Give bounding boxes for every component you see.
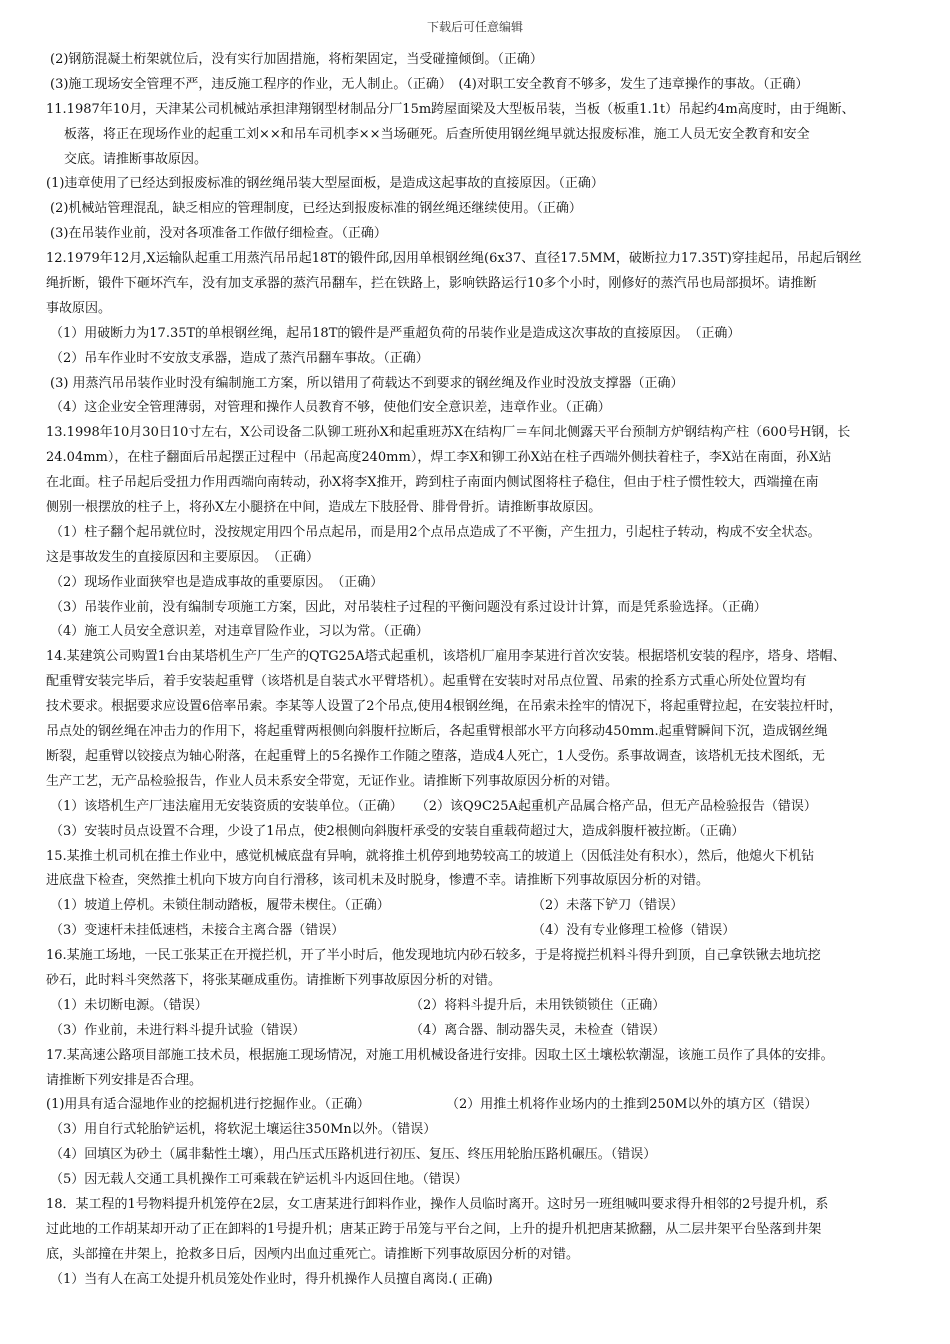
option: （3）作业前，未进行料斗提升试验（错误） — [50, 1022, 306, 1038]
text-line: 这是事故发生的直接原因和主要原因。 （正确） — [46, 549, 320, 565]
text-line: （4）这企业安全管理薄弱，对管理和操作人员教育不够，使他们安全意识差，违章作业。（正确） — [50, 400, 611, 416]
text-line: （4）施工人员安全意识差，对违章冒险作业，习以为常。（正确） — [50, 624, 429, 640]
text-line: 交底。请推断事故原因。 — [64, 151, 208, 167]
option: （2）未落下铲刀（错误） — [532, 898, 684, 914]
question-16: 16.某施工场地，一民工张某正在开搅拦机，开了半小时后，他发现地坑内砂石较多，于是将搅拦机料斗得升到顶，自己拿铁锹去地坑挖 — [46, 948, 821, 964]
text-line: （1）用破断力为17.35T的单根钢丝绳，起吊18T的锻件是严重超负荷的吊装作业是造成这次事故的直接原因。 （正确） — [50, 325, 741, 341]
text-line: （3）安装时员点设置不合理，少设了1吊点，使2根侧向斜腹杆承受的安装自重载荷超过大，造成斜腹杆被拉断。（正确） — [50, 823, 745, 839]
question-12: 12.1979年12月,X运输队起重工用蒸汽吊吊起18T的锻件邱,因用单根钢丝绳(6x37、直径17.5MM，破断拉力17.35T)穿挂起吊，吊起后钢丝 — [46, 251, 862, 267]
text-line: (2)机械站管理混乱，缺乏相应的管理制度，已经达到报废标准的钢丝绳还继续使用。（正确） — [50, 201, 582, 217]
option: （4）没有专业修理工检修（错误） — [532, 923, 736, 939]
text-line: 砂石，此时料斗突然落下，将张某砸成重伤。请推断下列事故原因分析的对错。 — [46, 972, 502, 988]
text-line: （2）吊车作业时不安放支承器，造成了蒸汽吊翻车事故。（正确） — [50, 350, 429, 366]
question-14: 14.某建筑公司购置1台由某塔机生产厂生产的QTG25A塔式起重机，该塔机厂雇用李某进行首次安装。根据塔机安装的程序，塔身、塔帽、 — [46, 649, 846, 665]
text-line: 在北面。柱子吊起后受扭力作用西端向南转动，孙X将李X推开，跨到柱子南面内侧试图将柱子稳住，但由于柱子惯性较大，西端撞在南 — [46, 475, 819, 491]
question-13: 13.1998年10月30日10寸左右，X公司设备二队铆工班孙X和起重班苏X在结构厂＝车间北侧露天平台预制方炉钢结构产柱（600号H钢，长 — [46, 425, 851, 441]
option: （2）将料斗提升后，未用铁锁锁住（正确） — [410, 997, 666, 1013]
text-line: 侧别一根摆放的柱子上，将孙X左小腿挤在中间，造成左下肢胫骨、腓骨骨折。请推断事故原因。 — [46, 500, 602, 516]
text-line: (1)违章使用了已经达到报废标准的钢丝绳吊装大型屋面板，是造成这起事故的直接原因。（正确） — [46, 176, 604, 192]
text-line: （4）回填区为砂土（属非黏性土壤），用凸压式压路机进行初压、复压、终压用轮胎压路机碾压。（错误） — [50, 1147, 657, 1163]
text-line: （1）该塔机生产厂违法雇用无安装资质的安装单位。（正确） （2）该Q9C25A起重机产品属合格产品，但无产品检验报告（错误） — [50, 798, 817, 814]
text-line: 配重臂安装完毕后，着手安装起重臂（该塔机是自装式水平臂塔机）。起重臂在安装时对吊点位置、吊索的拴系方式重心所处位置均有 — [46, 674, 807, 690]
page-header: 下载后可任意编辑 — [426, 20, 523, 34]
option: (1)用具有适合湿地作业的挖掘机进行挖掘作业。（正确） — [46, 1097, 370, 1113]
option-row — [46, 1093, 914, 1118]
question-17: 17.某高速公路项目部施工技术员，根据施工现场情况，对施工用机械设备进行安排。因取土区土壤松软潮湿，该施工员作了具体的安排。 — [46, 1047, 834, 1063]
text-line: 生产工艺，无产品检验报告，作业人员未系安全带宽，无证作业。请推断下列事故原因分析的对错。 — [46, 773, 619, 789]
text-line: (3)施工现场安全管理不严，违反施工程序的作业，无人制止。（正确） (4)对职工安全教育不够多，发生了违章操作的事故。（正确） — [50, 76, 809, 92]
option: （2）用推土机将作业场内的土推到250M以外的填方区（错误） — [446, 1097, 818, 1113]
text-line: 技术要求。根据要求应设置6倍率吊索。李某等人设置了2个吊点,使用4根钢丝绳，在吊索未拴牢的情况下，将起重臂拉起，在安装拉杆时， — [46, 699, 842, 715]
text-line: 断裂，起重臂以铰接点为轴心附落，在起重臂上的5名操作工作随之堕落，造成4人死亡，1人受伤。系事故调查，该塔机无技术图纸，无 — [46, 748, 825, 764]
option-row — [46, 894, 914, 919]
text-line: (2)钢筋混凝土桁架就位后，没有实行加固措施，将桁架固定，当受碰撞倾倒。（正确） — [50, 52, 543, 67]
text-line: （3）用自行式轮胎铲运机，将软泥土壤运往350Mn以外。（错误） — [50, 1122, 437, 1138]
option-row — [46, 919, 914, 944]
text-line: （1）柱子翻个起吊就位时，没按规定用四个吊点起吊，而是用2个点吊点造成了不平衡，产生扭力，引起柱子转动，构成不安全状态。 — [50, 524, 821, 540]
text-line: （5）因无载人交通工具机操作工可乘载在铲运机斗内返回住地。（错误） — [50, 1172, 468, 1188]
option-row — [46, 994, 914, 1019]
text-line: 板落，将正在现场作业的起重工刘××和吊车司机李××当场砸死。后查所使用钢丝绳早就达报废标准，施工人员无安全教育和安全 — [64, 126, 810, 142]
text-line: 底，头部撞在井架上，抢救多日后，因颅内出血过重死亡。请推断下列事故原因分析的对错。 — [46, 1246, 580, 1262]
option: （1）未切断电源。（错误） — [50, 997, 208, 1013]
text-line: (3) 用蒸汽吊吊装作业时没有编制施工方案，所以错用了荷载达不到要求的钢丝绳及作业时没放支撑器（正确） — [50, 375, 684, 391]
text-line: （2）现场作业面狭窄也是造成事故的重要原因。 （正确） — [50, 574, 384, 590]
document-body — [46, 48, 914, 1293]
option: （1）坡道上停机。未锁住制动踏板，履带未楔住。（正确） — [50, 898, 390, 914]
option: （3）变速杆未挂低速档，未接合主离合器（错误） — [50, 923, 345, 939]
text-line: 事故原因。 — [46, 300, 112, 316]
text-line: 请推断下列安排是否合理。 — [46, 1072, 203, 1088]
text-line: 24.04mm），在柱子翻面后吊起摆正过程中（吊起高度240mm），焊工李X和铆工孙X站在柱子西端外侧扶着柱子，李X站在南面，孙X站 — [46, 450, 832, 466]
text-line: 进底盘下检查，突然推土机向下坡方向自行滑移，该司机未及时脱身，惨遭不幸。请推断下列事故原因分析的对错。 — [46, 873, 710, 889]
question-15: 15.某推土机司机在推土作业中，感觉机械底盘有异响，就将推土机停到地势较高工的坡道上（因低洼处有积水），然后，他熄火下机钻 — [46, 848, 815, 864]
option-row — [46, 1019, 914, 1044]
text-line: 绳折断，锻件下砸坏汽车，没有加支承器的蒸汽吊翻车，拦在铁路上，影响铁路运行10多个小时，刚修好的蒸汽吊也局部损坏。请推断 — [46, 276, 817, 292]
option: （4）离合器、制动器失灵，未检查（错误） — [410, 1022, 666, 1038]
text-line: （3）吊装作业前，没有编制专项施工方案，因此，对吊装柱子过程的平衡问题没有系过设计计算，而是凭系验选择。（正确） — [50, 599, 767, 615]
text-line: 过此地的工作胡某却开动了正在卸料的1号提升机；唐某正跨于吊笼与平台之间，上升的提升机把唐某掀翻，从二层井架平台坠落到井架 — [46, 1221, 822, 1237]
text-line: (3)在吊装作业前，没对各项准备工作做仔细检查。（正确） — [50, 226, 387, 242]
text-line: （1）当有人在高工处提升机员笼处作业时，得升机操作人员擅自离岗.( 正确) — [50, 1271, 493, 1287]
question-18: 18．某工程的1号物料提升机笼停在2层，女工唐某进行卸料作业，操作人员临时离开。这时另一班组喊叫要求得升相邻的2号提升机，系 — [46, 1196, 829, 1212]
question-11: 11.1987年10月，天津某公司机械站承担津翔钢型材制品分厂15m跨屋面梁及大型板吊装，当板（板重1.1t）吊起约4m高度时，由于绳断、 — [46, 101, 855, 117]
text-line: 吊点处的钢丝绳在冲击力的作用下，将起重臂两根侧向斜腹杆拉断后，各起重臂根部水平方向移动450mm.起重臂瞬间下沉，造成钢丝绳 — [46, 724, 828, 740]
